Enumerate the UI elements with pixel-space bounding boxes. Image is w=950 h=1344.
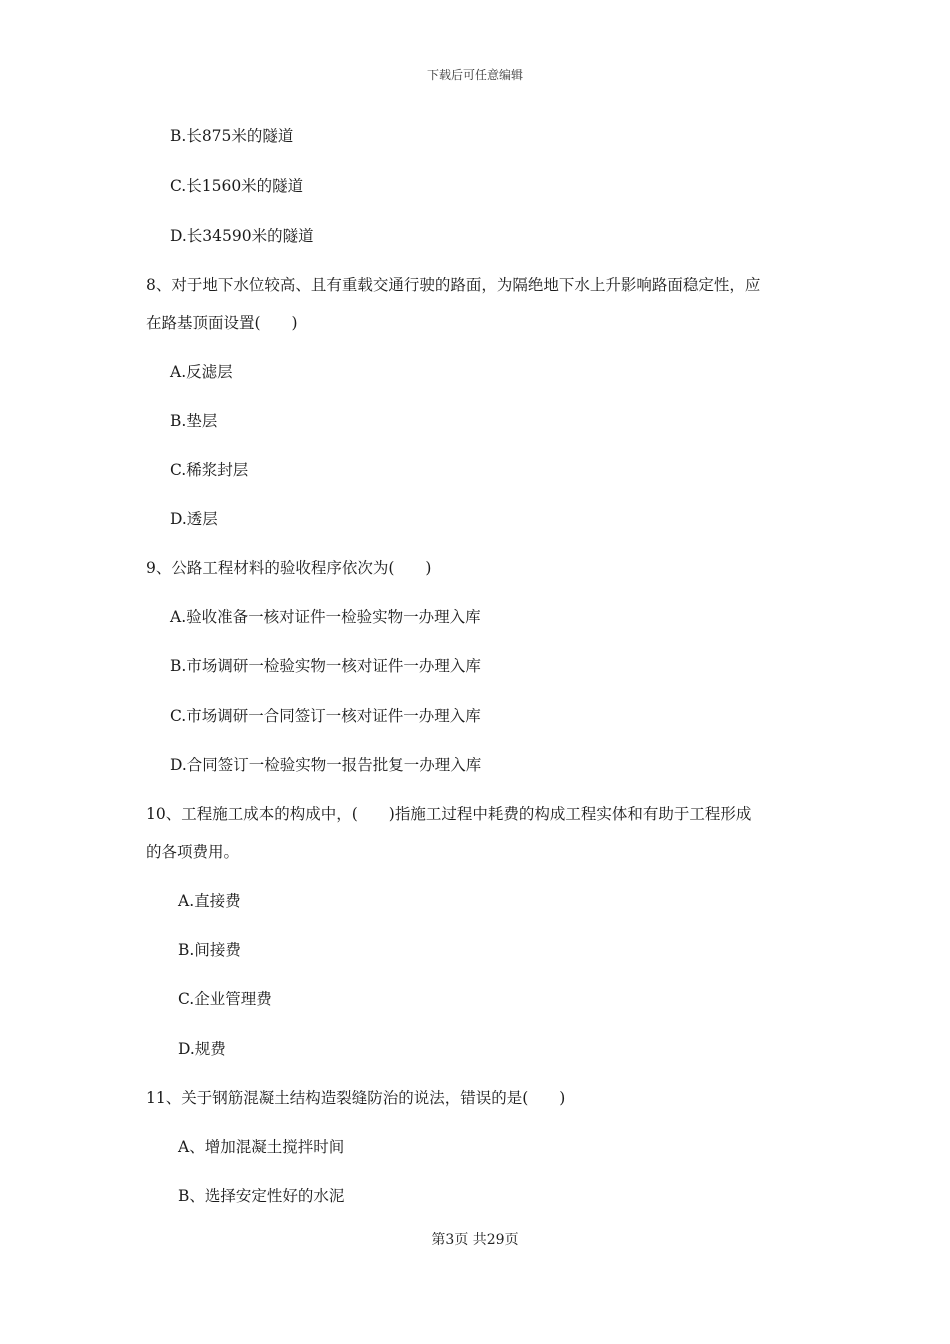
question-line: 9、公路工程材料的验收程序依次为( ): [146, 559, 432, 577]
option-line: B、选择安定性好的水泥: [178, 1187, 345, 1205]
page-header-note: 下载后可任意编辑: [426, 68, 523, 82]
option-line: B.市场调研一检验实物一核对证件一办理入库: [170, 657, 481, 675]
question-line: 8、对于地下水位较高、且有重载交通行驶的路面，为隔绝地下水上升影响路面稳定性，应: [146, 276, 761, 294]
question-line: 的各项费用。: [146, 843, 240, 861]
question-line: 10、工程施工成本的构成中，( )指施工过程中耗费的构成工程实体和有助于工程形成: [146, 805, 752, 823]
option-line: B.长875米的隧道: [170, 127, 294, 145]
option-line: C.稀浆封层: [170, 461, 249, 479]
option-line: A.验收准备一核对证件一检验实物一办理入库: [170, 608, 481, 626]
option-line: A、增加混凝土搅拌时间: [178, 1138, 345, 1156]
option-line: D.合同签订一检验实物一报告批复一办理入库: [170, 756, 482, 774]
page-number: 第3页 共29页: [431, 1232, 519, 1248]
option-line: C.长1560米的隧道: [170, 177, 304, 195]
option-line: C.市场调研一合同签订一核对证件一办理入库: [170, 707, 481, 725]
option-line: B.间接费: [178, 941, 241, 959]
option-line: C.企业管理费: [178, 990, 272, 1008]
option-line: A.直接费: [178, 892, 241, 910]
option-line: B.垫层: [170, 412, 218, 430]
option-line: D.长34590米的隧道: [170, 227, 314, 245]
option-line: A.反滤层: [170, 363, 233, 381]
option-line: D.透层: [170, 510, 218, 528]
option-line: D.规费: [178, 1040, 226, 1058]
question-line: 在路基顶面设置( ): [146, 314, 298, 332]
question-line: 11、关于钢筋混凝土结构造裂缝防治的说法，错误的是( ): [146, 1089, 566, 1107]
